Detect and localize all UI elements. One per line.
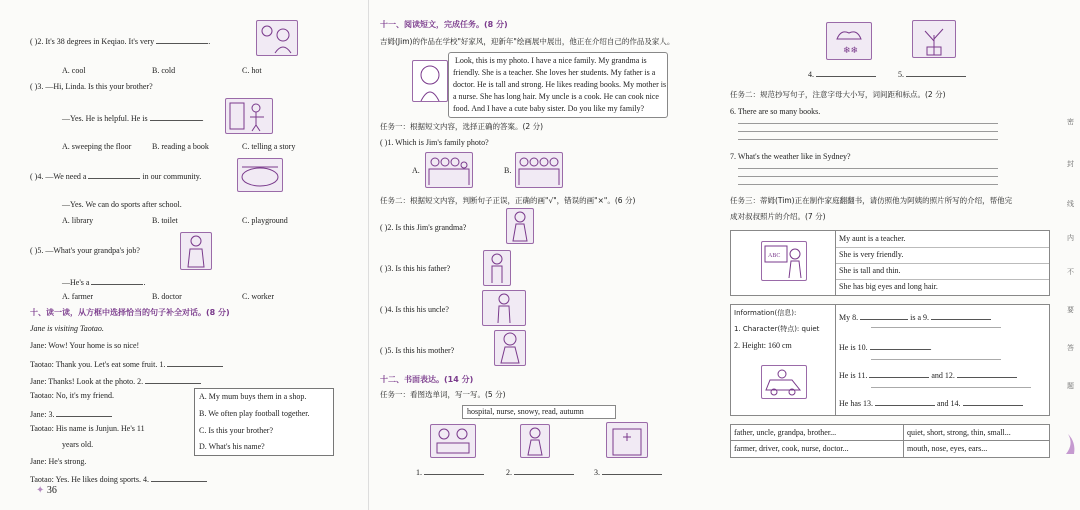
dialog-line: years old. xyxy=(62,440,94,449)
answer-1-line[interactable] xyxy=(424,466,484,475)
aunt-card: ABC My aunt is a teacher. She is very friendly. She is tall and thin. She has big eyes and long hair. xyxy=(730,230,1050,296)
fill-line-2: He is 10. . xyxy=(839,343,932,352)
q5-blank[interactable] xyxy=(91,276,143,285)
snowy-picture xyxy=(826,22,872,60)
passage-box: Look, this is my photo. I have a nice family. My grandma is friendly. She is a teacher. She loves her students. My father is a doctor. He is tall and strong. He likes reading books. My mother is a nurse. She has long hair. My uncle is a cook. He can cook nice food. And I have a cute baby sister. Do you like my family? xyxy=(448,52,668,118)
autumn-picture xyxy=(912,20,956,58)
t2-q4: ( )4. Is this his uncle? xyxy=(380,305,449,314)
copy-line-7a[interactable] xyxy=(738,168,998,169)
blank-3[interactable] xyxy=(56,408,112,417)
fill-line-4: He has 13. and 14. xyxy=(839,397,1023,409)
section-10-title: 十、读一读，从方框中选择恰当的句子补全对话。(8 分) xyxy=(30,308,230,317)
answer-2: 2. xyxy=(506,466,574,478)
blank-10[interactable] xyxy=(870,341,930,350)
option-b-label: B. xyxy=(504,166,512,175)
uncle-picture xyxy=(482,290,526,326)
blank-13[interactable] xyxy=(875,397,935,406)
seal-line-sidebar: 密 封 线 内 不 要 答 题 xyxy=(1058,0,1080,510)
section-11-title: 十一、阅读短文，完成任务。(8 分) xyxy=(380,20,508,29)
uncle-car-picture xyxy=(761,365,807,399)
t2-q5: ( )5. Is this his mother? xyxy=(380,346,455,355)
blank-8[interactable] xyxy=(860,311,908,320)
blank-2[interactable] xyxy=(145,375,201,384)
doctor-picture xyxy=(180,232,212,270)
star-icon: ✦ xyxy=(36,485,45,496)
dialog-line: Taotao: No, it's my friend. xyxy=(30,391,114,400)
blank-12[interactable] xyxy=(957,369,1017,378)
q5-row: ( )5. —What's your grandpa's job? xyxy=(30,246,140,255)
dialog-line: Taotao: Yes. He likes doing sports. 4. xyxy=(30,473,207,485)
hospital-picture xyxy=(606,422,648,458)
q4-reply: —Yes. We can do sports after school. xyxy=(62,200,182,209)
q3-blank[interactable] xyxy=(150,112,202,121)
q2-row: ( )2. It's 38 degrees in Keqiao. It's very . xyxy=(30,37,211,46)
svg-text:❄❄: ❄❄ xyxy=(843,45,859,55)
q2-blank[interactable] xyxy=(156,35,208,44)
family-photo-b xyxy=(515,152,563,188)
answer-3-line[interactable] xyxy=(602,466,662,475)
copy-line-7c xyxy=(738,184,998,185)
blank-11[interactable] xyxy=(869,369,929,378)
options-box: A. My mum buys them in a shop. B. We often play football together. C. Is this your brother? D. What's his name? xyxy=(194,388,334,456)
mother-picture xyxy=(494,330,526,366)
nurse-picture xyxy=(520,424,550,458)
q4-row: ( )4. —We need a in our community. xyxy=(30,172,202,181)
dialog-line: Jane: He's strong. xyxy=(30,457,87,466)
intro-text: 吉姆(Jim)的作品在学校"好家风，迎新年"绘画展中展出，他正在介绍自己的作品及家人。 xyxy=(380,37,675,46)
q3-reply: —Yes. He is helpful. He is . xyxy=(62,114,204,123)
answer-1: 1. xyxy=(416,466,484,478)
word-bank-box: hospital, nurse, snowy, read, autumn xyxy=(462,405,616,419)
answer-4-line[interactable] xyxy=(816,68,876,77)
dialog-line: Taotao: His name is Junjun. He's 11 xyxy=(30,424,145,433)
answer-5: 5. xyxy=(898,68,966,80)
t2-q3: ( )3. Is this his father? xyxy=(380,264,451,273)
family-photo-a xyxy=(425,152,473,188)
t2-q2: ( )2. Is this Jim's grandma? xyxy=(380,223,467,232)
blank-4[interactable] xyxy=(151,473,207,482)
fill-line-1: My 8. is a 9. xyxy=(839,311,991,323)
t1-q1: ( )1. Which is Jim's family photo? xyxy=(380,138,489,147)
dialog-title: Jane is visiting Taotao. xyxy=(30,324,104,333)
playground-picture xyxy=(237,158,283,192)
sentence-7: 7. What's the weather like in Sydney? xyxy=(730,152,851,161)
fox-tail-icon xyxy=(1064,432,1076,456)
worksheet-page: ( )2. It's 38 degrees in Keqiao. It's very . A. cool B. cold C. hot ( )3. —Hi, Linda. Is this your brother? —Yes. He is helpful. He is . A. sweeping the floor B. reading a book C. telling a story ( )4. —We need a in our community. —Yes. We can do sports after school. A. library B. toilet C. playground ( )5. —What's your grandpa's job? —He's a . A. farmer B. doctor C. worker 十、读一读，从方框中选择恰当的句子补全对话。(8 分) Jane is visiting Taotao. Jane: Wow! Your home is so nice! Taotao: Thank you. Let's eat some fruit. 1. Jane: Thanks! Look at the photo. 2. Taotao: No, it's my friend. Jane: 3. Taotao: His name is Junjun. He's 11 years old. Jane: He's strong. Taotao: Yes. He likes doing sports. 4. A. My mum buys them in a shop. B. We often play football together. C. Is this your brother? D. What's his name? ✦ 36 十一、阅读短文，完成任务。(8 分) 吉姆(Jim)的作品在学校"好家风，迎新年"绘画展中展出，他正在介绍自己的作品及家人。 Look, this is my photo. I have a nice family. My grandma is friendly. She is a teacher. She loves her students. My father is a doctor. He is tall and strong. He likes reading books. My mother is a nurse. She has long hair. My uncle is a cook. He can cook nice food. And I have a cute baby sister. Do you like my family? 任务一：根据短文内容，选择正确的答案。(2 分) ( )1. Which is Jim's family photo? A. B. 任务二：根据短文内容，判断句子正误，正确的画"√"，错误的画"×"。(6 分) ( )2. Is this Jim's grandma? ( )3. Is this his father? ( )4. Is this his uncle? ( )5. Is this his mother? 十二、书面表达。(14 分) 任务一：看图选单词，写一写。(5 分) hospital, nurse, snowy, read, autumn 1. 2. 3. ❄❄ 4. 5. 任务二：规范抄写句子，注意字母大小写，词间距和标点。(2 分) 6. There are so many books. 7. What's the weather like in Sydney? 任务三：蒂姆(Tim)正在制作家庭翻翻书，请仿照他为阿姨的照片所写的介绍，帮他完 成对叔叔照片的介绍。(7 分) ABC My aunt is a teacher. She is very friendly. She is tall and thin. She has big eyes and long hair. Information(信息): 1. Character(特点): quiet 2. Height: 160 cm My 8. is a 9. He is 10. . He is 11. and 12. He has 13. and 14. father, uncle, grandpa, brother... farmer, driver, cook, nurse, doctor... quiet, short, strong, thin, small... mouth, nose, eyes, ears... 密 封 线 内 不 要 答 题 xyxy=(0,0,1080,510)
task-c-title-2: 成对叔叔照片的介绍。(7 分) xyxy=(730,212,826,221)
blank-9[interactable] xyxy=(931,311,991,320)
grandma-picture xyxy=(506,208,534,244)
jim-portrait xyxy=(412,60,448,102)
gutter xyxy=(368,0,369,510)
option-a-label: A. xyxy=(412,166,420,175)
blank-14[interactable] xyxy=(963,397,1023,406)
dialog-line: Jane: Thanks! Look at the photo. 2. xyxy=(30,375,201,387)
copy-line-7b xyxy=(738,176,998,177)
task-b-title: 任务二：规范抄写句子，注意字母大小写，词间距和标点。(2 分) xyxy=(730,90,946,99)
dialog-line: Jane: Wow! Your home is so nice! xyxy=(30,341,140,350)
blank-1[interactable] xyxy=(167,358,223,367)
q5-reply: —He's a . xyxy=(62,278,146,287)
svg-text:ABC: ABC xyxy=(768,253,781,259)
reading-picture xyxy=(430,424,476,458)
aunt-picture xyxy=(761,241,807,281)
copy-line-6b xyxy=(738,131,998,132)
answer-2-line[interactable] xyxy=(514,466,574,475)
copy-line-6a[interactable] xyxy=(738,123,998,124)
hot-picture xyxy=(256,20,298,56)
father-picture xyxy=(483,250,511,286)
answer-4: 4. xyxy=(808,68,876,80)
uncle-card: Information(信息): 1. Character(特点): quiet 2. Height: 160 cm My 8. is a 9. He is 10. . He is 11. and 12. He has 13. and 14. xyxy=(730,304,1050,416)
fill-line-3: He is 11. and 12. xyxy=(839,369,1017,381)
page-number: ✦ 36 xyxy=(36,485,57,496)
dialog-line: Taotao: Thank you. Let's eat some fruit. 1. xyxy=(30,358,223,370)
sweeping-picture xyxy=(225,98,273,134)
task-c-title-1: 任务三：蒂姆(Tim)正在制作家庭翻翻书，请仿照他为阿姨的照片所写的介绍，帮他完 xyxy=(730,196,1013,205)
answer-3: 3. xyxy=(594,466,662,478)
answer-5-line[interactable] xyxy=(906,68,966,77)
task2-title: 任务二：根据短文内容，判断句子正误，正确的画"√"，错误的画"×"。(6 分) xyxy=(380,196,636,205)
task3-title: 任务一：看图选单词，写一写。(5 分) xyxy=(380,390,506,399)
dialog-line: Jane: 3. xyxy=(30,408,112,420)
q3-row: ( )3. —Hi, Linda. Is this your brother? xyxy=(30,82,153,91)
copy-line-6c xyxy=(738,139,998,140)
task1-title: 任务一：根据短文内容，选择正确的答案。(2 分) xyxy=(380,122,544,131)
word-bank-table: father, uncle, grandpa, brother... farmer, driver, cook, nurse, doctor... quiet, short, strong, thin, small... mouth, nose, eyes, ears... xyxy=(730,424,1050,458)
q4-blank[interactable] xyxy=(88,170,140,179)
sentence-6: 6. There are so many books. xyxy=(730,107,821,116)
section-12-title: 十二、书面表达。(14 分) xyxy=(380,375,474,384)
